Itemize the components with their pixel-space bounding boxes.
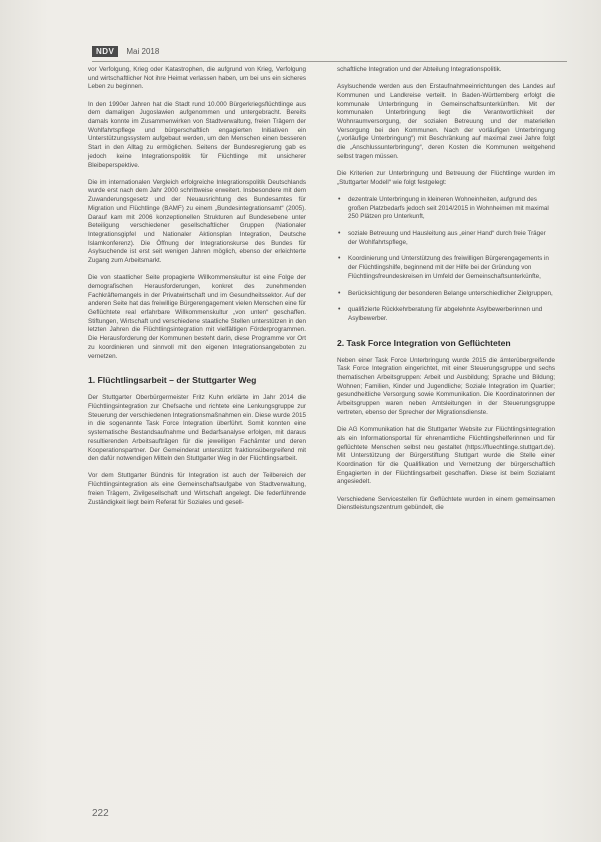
- paragraph: Die von staatlicher Seite propagierte Willkommenskultur ist eine Folge der demografischen Herausforderungen, konkret des zunehmenden Fachkräftemangels in der Privatwirtschaft und im Gesundheitssektor. Auf der anderen Seite hat das freiwillige Bürgerengagement vielen Menschen eine für Geflüchtete real erfahrbare Willkommenskultur „von unten“ geschaffen. Stiftungen, Wirtschaft und verschiedene staatliche Stellen unterstützen in den letzten Jahren die Flüchtlingsintegration mit vielfältigen Förderprogrammen. Die Herausforderung der Kommunen besteht darin, diese Programme vor Ort zu koordinieren und sinnvoll mit den eigenen Integrationsangeboten zu vernetzen.: [88, 274, 306, 360]
- list-item: [337, 196, 555, 222]
- paragraph: vor Verfolgung, Krieg oder Katastrophen, die aufgrund von Krieg, Verfolgung und wirtschaftlicher Not ihre Heimat verlassen haben, um bei uns ein sicheres Leben zu beginnen.: [88, 66, 306, 91]
- bullet-icon: •: [338, 230, 341, 238]
- paragraph: Asylsuchende werden aus den Erstaufnahmeeinrichtungen des Landes auf Kommunen und Landkreise verteilt. In Baden-Württemberg erfolgt die kommunale Unterbringung in Gemeinschaftsunterkünften. Mit der kommunalen Unterbringung liegt die Verantwortlichkeit der Wohnraumversorgung, der sozialen Betreuung und der materiellen Versorgung bei den Kommunen. Nach der vorläufigen Unterbringung („vorläufige Unterbringung“) mit Beschränkung auf maximal zwei Jahre folgt die „Anschlussunterbringung“, deren Kosten die Kommunen weitgehend selbst tragen müssen.: [337, 83, 555, 160]
- paragraph: Die Kriterien zur Unterbringung und Betreuung der Flüchtlinge wurden im „Stuttgarter Modell“ wie folgt festgelegt:: [337, 170, 555, 186]
- page-header: [92, 44, 159, 58]
- list-item: [337, 230, 555, 247]
- bullet-icon: •: [338, 255, 341, 263]
- section-heading: 1. Flüchtlingsarbeit – der Stuttgarter Weg: [88, 375, 257, 386]
- bullet-icon: •: [338, 306, 341, 314]
- paragraph: schaftliche Integration und der Abteilung Integrationspolitik.: [337, 66, 502, 73]
- bullet-icon: •: [338, 195, 341, 203]
- paragraph: Vor dem Stuttgarter Bündnis für Integration ist auch der Teilbereich der Flüchtlingsintegration als eine Gemeinschaftsaufgabe von Stadtverwaltung, freien Trägern, Zivilgesellschaft und Wirtschaft angelegt. Die federführende Zuständigkeit liegt beim Referat für Soziales und gesell-: [88, 472, 306, 506]
- list-item: [337, 290, 555, 299]
- bullet-icon: •: [338, 289, 341, 297]
- list-item-text: dezentrale Unterbringung in kleineren Wohneinheiten, aufgrund des großen Platzbedarfs jedoch seit 2014/2015 in Wohnheimen mit maximal 250 Plätzen pro Unterkunft,: [348, 195, 549, 221]
- paragraph: Die im internationalen Vergleich erfolgreiche Integrationspolitik Deutschlands wurde erst nach dem Jahr 2000 schrittweise erweitert. Insbesondere mit dem Zuwanderungsgesetz und der Neuausrichtung des Bundesamtes für Migration und Flüchtlinge (BAMF) zu einem „Bundesintegrationsamt“ (2005). Darauf kam mit 2006 konzeptionellen Strukturen auf Bundesebene unter Beteiligung verschiedener gesellschaftlicher Gruppen (Nationaler Integrationsgipfel und Nationaler Aktionsplan Integration, Deutsche Islamkonferenz). Die Öffnung der Integrationskurse des Bundes für Asylsuchende ist erst seit wenigen Jahren möglich, ebenso der erleichterte Zugang zum Arbeitsmarkt.: [88, 178, 306, 265]
- header-rule: [92, 61, 567, 62]
- paragraph: In den 1990er Jahren hat die Stadt rund 10.000 Bürgerkriegsflüchtlinge aus dem damaligen Jugoslawien aufgenommen und untergebracht. Bereits damals konnte im Zusammenwirken von Stadtverwaltung, freien Trägern der Wohlfahrtspflege und bürgerschaftlich engagierten Initiativen ein Unterstützungssystem aufgebaut werden, um den Menschen einen besseren Start in den Alltag zu ermöglichen. Seitens der Bundesregierung gab es jedoch keine Integrationspolitik für Flüchtlinge mit unsicherer Bleibeperspektive.: [88, 100, 306, 169]
- list-item-text: Berücksichtigung der besonderen Belange unterschiedlicher Zielgruppen,: [348, 289, 553, 297]
- paragraph: Neben einer Task Force Unterbringung wurde 2015 die ämterübergreifende Task Force Integration eingerichtet, mit einer Steuerungsgruppe und sechs thematischen Arbeitsgruppen: Arbeit und Ausbildung; Sprache und Bildung; Wohnen; Familien, Kinder und Jugendliche; Soziale Integration im Quartier; gesundheitliche Versorgung sowie Kommunikation. Die Koordinatorinnen der Arbeitsgruppen waren neben Amtsleitungen in der Steuerungsgruppe vertreten, ebenso der Sprecher der Migrationsdienste.: [337, 356, 555, 416]
- left-column: [88, 66, 306, 516]
- list-item-text: qualifizierte Rückkehrberatung für abgelehnte Asylbewerberinnen und Asylbewerber.: [348, 306, 543, 322]
- paragraph: Der Stuttgarter Oberbürgermeister Fritz Kuhn erklärte im Jahr 2014 die Flüchtlingsintegration zur Chefsache und richtete eine Lenkungsgruppe zur Steuerung der verschiedenen Integrationsmaßnahmen ein. Diese wurde 2015 in die sogenannte Task Force Integration überführt. Somit konnten eine systematische Bestandsaufnahme und Bedarfsanalyse erfolgen, mit daraus resultierenden Arbeitsaufträgen für die jeweiligen Fachämter und deren Kooperationspartner. Der Gemeinderat unterstützt fraktionsübergreifend mit den dafür notwendigen Mitteln den Stuttgarter Weg in der Flüchtlingsarbeit.: [88, 394, 306, 463]
- journal-badge: NDV: [92, 46, 118, 57]
- list-item: [337, 255, 555, 281]
- section-heading: 2. Task Force Integration von Geflüchteten: [337, 337, 511, 348]
- list-item-text: soziale Betreuung und Hausleitung aus „einer Hand“ durch freie Träger der Wohlfahrtspflege,: [348, 230, 546, 246]
- paragraph: Die AG Kommunikation hat die Stuttgarter Website zur Flüchtlingsintegration als ein Informationsportal für ehrenamtliche Flüchtlingshelferinnen und für geflüchtete Menschen selbst neu gestaltet (https://fluechtlinge.stuttgart.de). Mit Unterstützung der Bürgerstiftung Stuttgart wurde die Stelle einer Koordination für die Qualifikation und Vernetzung der bürgerschaftlich Engagierten in der Flüchtlingsarbeit geschaffen. Diese ist beim Sozialamt angesiedelt.: [337, 426, 555, 486]
- list-item-text: Koordinierung und Unterstützung des freiwilligen Bürgerengagements in der Flüchtlingshilfe, beginnend mit der Hilfe bei der Gründung von Flüchtlingsfreundeskreisen im Umfeld der Gemeinschaftsunterkünfte,: [348, 255, 549, 280]
- paragraph: Verschiedene Servicestellen für Geflüchtete wurden in einem gemeinsamen Dienstleistungszentrum gebündelt, die: [337, 495, 555, 512]
- page-number: 222: [92, 808, 109, 819]
- issue-date: Mai 2018: [126, 46, 160, 56]
- right-column: [337, 66, 555, 521]
- criteria-list: [337, 196, 555, 324]
- list-item: [337, 306, 555, 323]
